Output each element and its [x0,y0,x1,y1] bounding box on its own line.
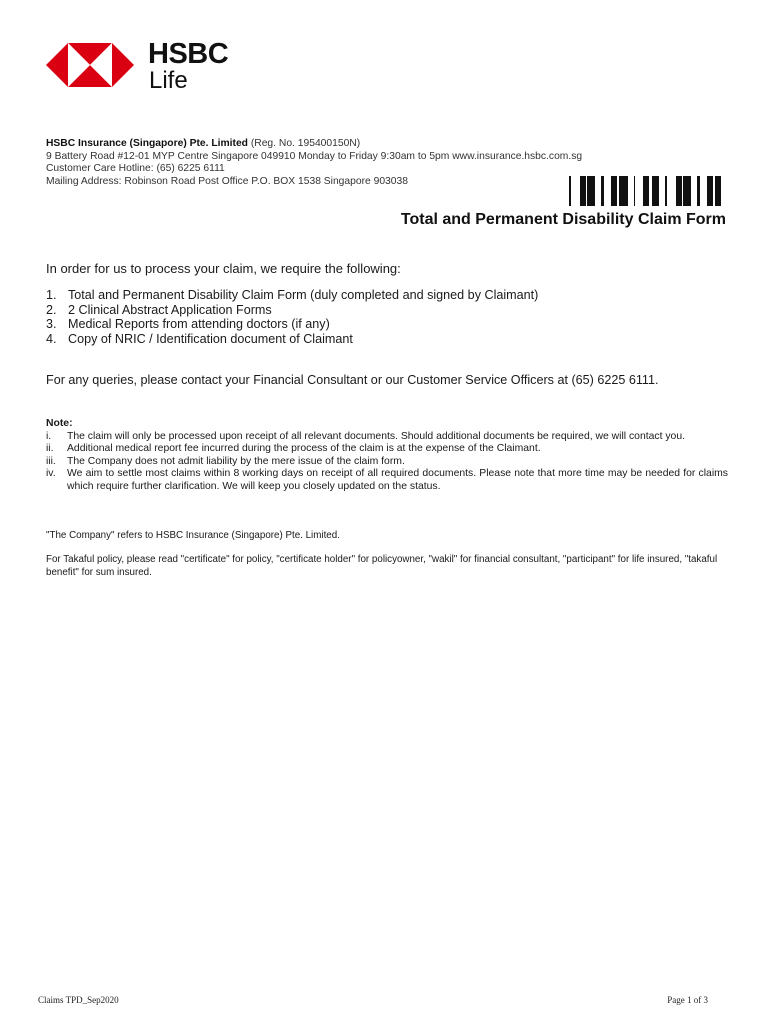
requirements-list [46,288,538,346]
logo-sub: Life [149,67,188,94]
intro-text: In order for us to process your claim, we require the following: [46,261,401,276]
page-number: Page 1 of 3 [667,995,708,1005]
note-item: iii. The Company does not admit liability by the mere issue of the claim form. [46,455,405,467]
company-mailing: Mailing Address: Robinson Road Post Office P.O. BOX 1538 Singapore 903038 [46,175,408,187]
company-reference: "The Company" refers to HSBC Insurance (Singapore) Pte. Limited. [46,530,340,541]
company-name: HSBC Insurance (Singapore) Pte. Limited [46,138,248,149]
list-item: 4. Copy of NRIC / Identification document of Claimant [46,331,353,346]
company-address: 9 Battery Road #12-01 MYP Centre Singapore 049910 Monday to Friday 9:30am to 5pm www.insurance.hsbc.com.sg [46,150,583,162]
company-hotline: Customer Care Hotline: (65) 6225 6111 [46,163,225,174]
page-title: Total and Permanent Disability Claim Form [400,211,726,228]
takaful-text: For Takaful policy, please read "certificate" for policy, "certificate holder" for policyowner, "wakil" for financial consultant, "participant" for life insured, "takaful benefit" for sum insured. [46,554,718,578]
list-item: 2. 2 Clinical Abstract Application Forms [46,302,272,317]
note-item: i. The claim will only be processed upon receipt of all relevant documents. Should additional documents be required, we will contact you. [46,430,686,442]
note-section [46,418,728,494]
hsbc-logo-icon [46,43,138,91]
company-reg: (Reg. No. 195400150N) [250,138,361,149]
barcode-icon [565,176,723,206]
list-item: 1. Total and Permanent Disability Claim Form (duly completed and signed by Claimant) [46,288,539,302]
note-item: ii. Additional medical report fee incurred during the process of the claim is at the expense of the Claimant. [46,443,541,455]
note-item: iv. We aim to settle most claims within 8 working days on receipt of all required documents. Please note that more time may be needed for claims which require further clarification. We will keep you closely updated on the status. [46,468,728,492]
list-item: 3. Medical Reports from attending doctors (if any) [46,317,330,331]
company-info [46,138,582,188]
note-heading: Note: [46,418,73,429]
logo-brand: HSBC [148,38,229,70]
query-text: For any queries, please contact your Financial Consultant or our Customer Service Officers at (65) 6225 6111. [46,373,659,387]
footer-code: Claims TPD_Sep2020 [38,995,119,1005]
